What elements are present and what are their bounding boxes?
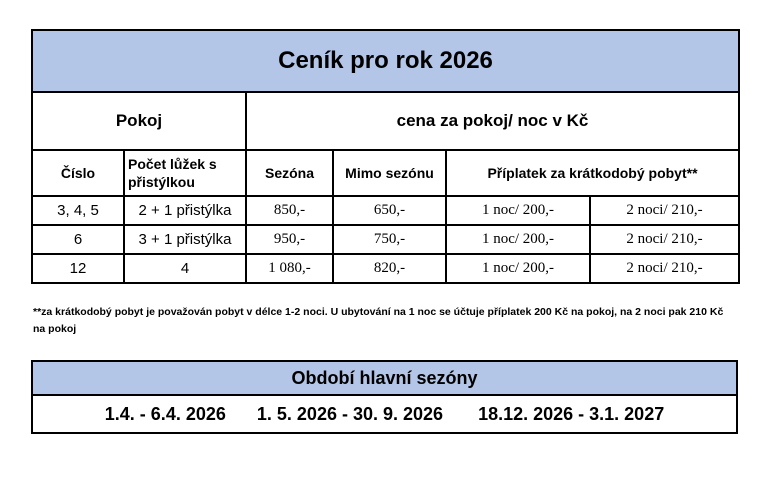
season-date-range: 1.4. - 6.4. 2026 <box>104 403 226 424</box>
season-price-cell: 950,- <box>246 225 333 254</box>
season-table-title: Období hlavní sezóny <box>32 361 737 395</box>
season-date-range: 1. 5. 2026 - 30. 9. 2026 <box>256 403 444 424</box>
col-surcharge-header: Příplatek za krátkodobý pobyt** <box>446 150 739 196</box>
price-table <box>31 29 740 284</box>
beds-cell: 3 + 1 přistýlka <box>124 225 246 254</box>
table-row <box>32 196 739 225</box>
surcharge-one-night-cell: 1 noc/ 200,- <box>446 225 590 254</box>
beds-cell: 4 <box>124 254 246 283</box>
season-price-cell: 850,- <box>246 196 333 225</box>
col-number-header: Číslo <box>32 150 124 196</box>
table-row <box>32 254 739 283</box>
price-table-title: Ceník pro rok 2026 <box>32 30 739 92</box>
off-season-price-cell: 820,- <box>333 254 446 283</box>
beds-cell: 2 + 1 přistýlka <box>124 196 246 225</box>
season-dates-row <box>32 395 737 433</box>
table-row <box>32 225 739 254</box>
season-price-cell: 1 080,- <box>246 254 333 283</box>
surcharge-two-nights-cell: 2 noci/ 210,- <box>590 225 739 254</box>
season-date-range: 18.12. 2026 - 3.1. 2027 <box>478 403 665 424</box>
header-room: Pokoj <box>32 92 246 150</box>
col-season-header: Sezóna <box>246 150 333 196</box>
surcharge-one-night-cell: 1 noc/ 200,- <box>446 254 590 283</box>
col-off-season-header: Mimo sezónu <box>333 150 446 196</box>
col-beds-header: Počet lůžek s přistýlkou <box>124 150 246 196</box>
header-price: cena za pokoj/ noc v Kč <box>246 92 739 150</box>
surcharge-two-nights-cell: 2 noci/ 210,- <box>590 254 739 283</box>
off-season-price-cell: 650,- <box>333 196 446 225</box>
off-season-price-cell: 750,- <box>333 225 446 254</box>
room-number-cell: 6 <box>32 225 124 254</box>
footnote: **za krátkodobý pobyt je považován pobyt v délce 1-2 noci. U ubytování na 1 noc se účtuje příplatek 200 Kč na pokoj, na 2 noci pak 210 Kč na pokoj <box>33 306 724 335</box>
surcharge-one-night-cell: 1 noc/ 200,- <box>446 196 590 225</box>
surcharge-two-nights-cell: 2 noci/ 210,- <box>590 196 739 225</box>
room-number-cell: 3, 4, 5 <box>32 196 124 225</box>
room-number-cell: 12 <box>32 254 124 283</box>
season-table <box>31 360 738 434</box>
